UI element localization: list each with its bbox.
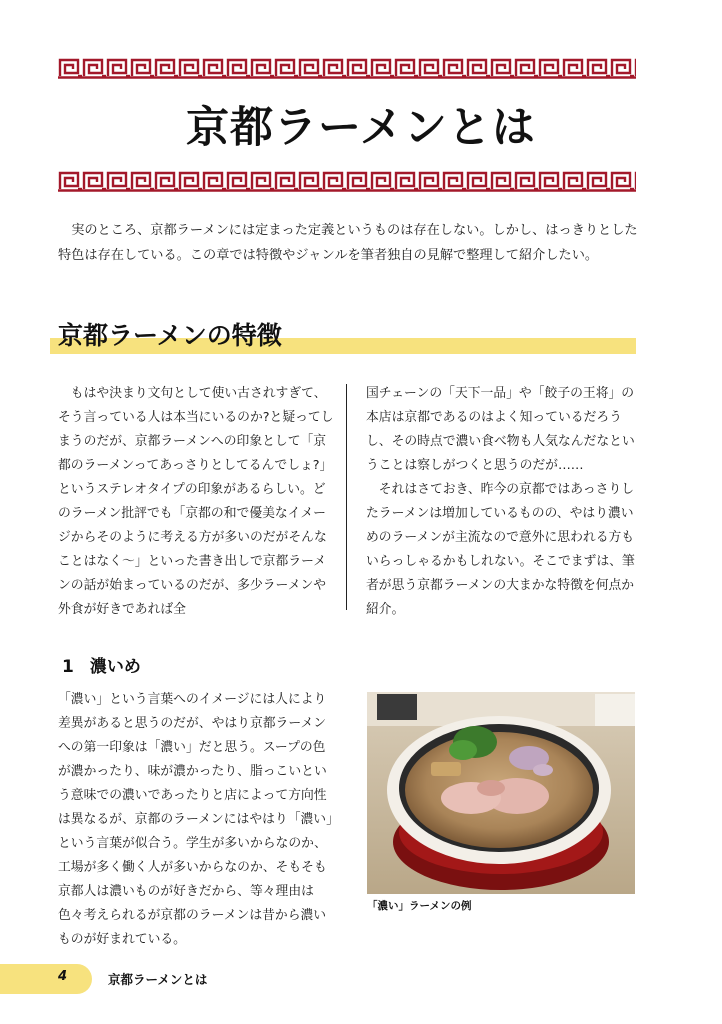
left-column-text: もはや決まり文句として使い古されすぎて、そう言っている人は本当にいるのか?と疑ってしまうのだが、京都ラーメンへの印象として「京都のラーメンってあっさりとしてるんでしょ?」というステレオタイプの印象があるらしい。どのラーメン批評でも「京都の和で優美なイメージからそのように考える方が多いのだがそんなことはなく〜」といった書き出しで京都ラーメンの話が始まっているのだが、多少ラーメンや外食が好きであれば全	[58, 386, 334, 617]
footer-chapter-title: 京都ラーメンとは	[108, 972, 208, 987]
right-column-text-2: それはさておき、昨今の京都ではあっさりしたラーメンは増加しているものの、やはり濃いめのラーメンが主流なので意外に思われる方もいらっしゃるかもしれない。そこでまずは、筆者が思う京都ラーメンの大まかな特徴を何点か紹介。	[366, 482, 635, 617]
column-divider	[346, 384, 347, 610]
section-heading: 京都ラーメンの特徴	[58, 321, 282, 350]
page-number: 4	[58, 969, 68, 984]
right-column-text-1: 国チェーンの「天下一品」や「餃子の王将」の本店は京都であるのはよく知っているだろうし、その時点で濃い食べ物も人気なんだなということは察しがつくと思うのだが……	[366, 386, 635, 473]
top-meander-border	[58, 57, 636, 79]
bottom-meander-border	[58, 170, 636, 192]
subsection-title: 濃いめ	[89, 657, 141, 677]
subsection-column	[58, 688, 334, 952]
subsection-number: 1	[62, 657, 74, 677]
lead-paragraph: 実のところ、京都ラーメンには定まった定義というものは存在しない。しかし、はっきりとした特色は存在している。この章では特徴やジャンルを筆者独自の見解で整理して紹介したい。	[58, 223, 638, 263]
subsection-body: 「濃い」という言葉へのイメージには人により差異があると思うのだが、やはり京都ラーメンへの第一印象は「濃い」だと思う。スープの色が濃かったり、味が濃かったり、脂っこいという意味での濃いであったりと店によって方向性は異なるが、京都のラーメンにはやはり「濃い」という言葉が似合う。学生が多いからなのか、工場が多く働く人が多いからなのか、そもそも京都人は濃いものが好きだから、等々理由は色々考えられるが京都のラーメンは昔から濃いものが好まれている。	[58, 692, 333, 947]
ramen-photo	[367, 692, 635, 894]
footer-tab	[0, 964, 92, 994]
left-column	[58, 382, 336, 622]
photo-caption: 「濃い」ラーメンの例	[367, 900, 472, 912]
right-column	[366, 382, 636, 622]
subsection-heading	[62, 652, 141, 677]
page-title: 京都ラーメンとは	[186, 103, 536, 153]
